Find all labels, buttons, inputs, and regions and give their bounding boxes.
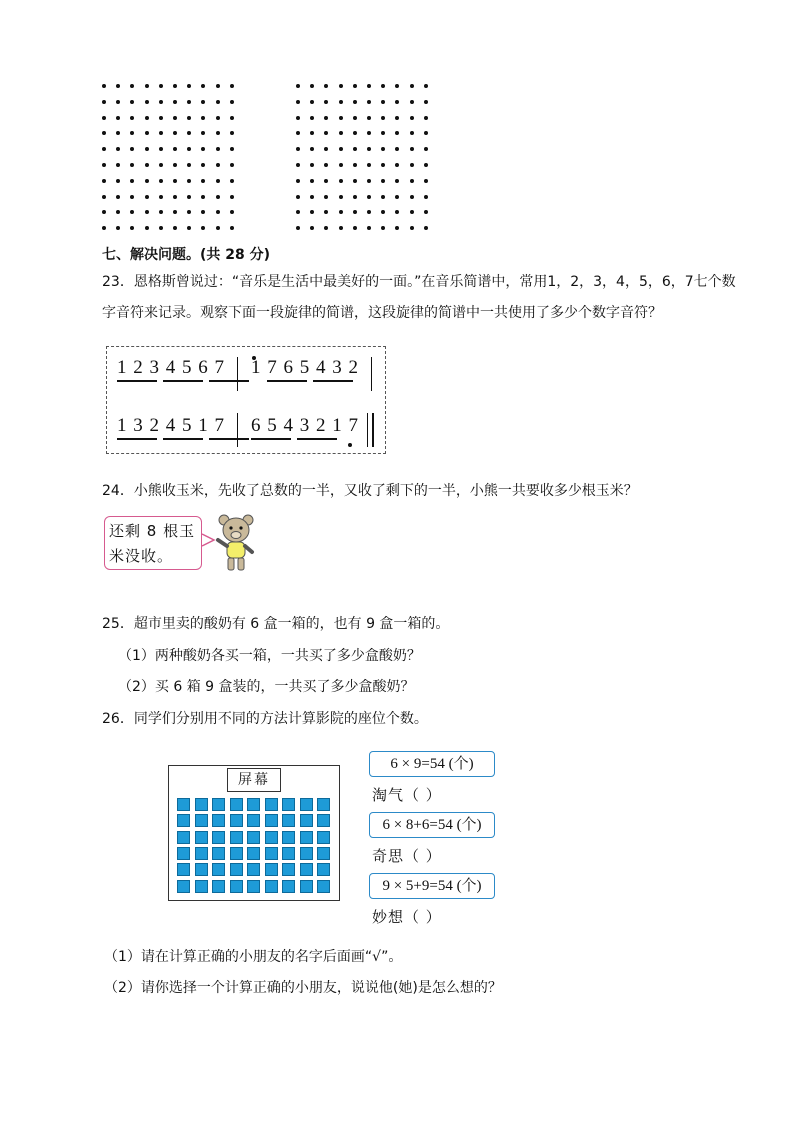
dot-grid-right <box>296 84 426 232</box>
seat <box>282 863 295 876</box>
score-row1-bar1: 1 2 3 4 5 6 7 <box>117 357 225 378</box>
grid-dot <box>310 179 314 183</box>
grid-dot <box>130 131 134 135</box>
bear-icon <box>214 512 258 574</box>
grid-dot <box>187 116 191 120</box>
grid-dot <box>296 226 300 230</box>
seat <box>195 831 208 844</box>
q25-sub1: （1）两种酸奶各买一箱，一共买了多少盒酸奶？ <box>118 648 421 664</box>
grid-dot <box>324 100 328 104</box>
seat <box>282 831 295 844</box>
grid-dot <box>216 163 220 167</box>
calc-name-1: 淘气（ ） <box>372 786 442 804</box>
grid-dot <box>130 226 134 230</box>
grid-dot <box>353 147 357 151</box>
seat <box>265 863 278 876</box>
cinema-seating-diagram <box>168 765 340 901</box>
grid-dot <box>381 147 385 151</box>
seat <box>230 814 243 827</box>
seat <box>317 831 330 844</box>
grid-dot <box>367 84 371 88</box>
grid-dot <box>230 131 234 135</box>
grid-dot <box>159 163 163 167</box>
grid-dot <box>395 163 399 167</box>
seat <box>247 863 260 876</box>
grid-dot <box>102 163 106 167</box>
seat <box>212 847 225 860</box>
grid-dot <box>324 84 328 88</box>
grid-dot <box>130 163 134 167</box>
grid-dot <box>173 116 177 120</box>
grid-dot <box>130 147 134 151</box>
grid-dot <box>324 131 328 135</box>
grid-dot <box>187 131 191 135</box>
seat <box>177 814 190 827</box>
grid-dot <box>159 100 163 104</box>
grid-dot <box>159 210 163 214</box>
seat <box>177 863 190 876</box>
seat <box>317 798 330 811</box>
grid-dot <box>145 100 149 104</box>
grid-dot <box>296 163 300 167</box>
grid-dot <box>173 210 177 214</box>
grid-dot <box>201 100 205 104</box>
seat <box>317 880 330 893</box>
grid-dot <box>424 84 428 88</box>
grid-dot <box>410 147 414 151</box>
seat <box>300 863 313 876</box>
grid-dot <box>324 179 328 183</box>
grid-dot <box>310 100 314 104</box>
grid-dot <box>173 195 177 199</box>
grid-dot <box>324 116 328 120</box>
grid-dot <box>187 226 191 230</box>
grid-dot <box>395 100 399 104</box>
grid-dot <box>395 84 399 88</box>
score-row1-bar2: 1 7 6 5 4 3 2 <box>251 357 359 378</box>
grid-dot <box>159 116 163 120</box>
grid-dot <box>296 210 300 214</box>
seat <box>212 831 225 844</box>
grid-dot <box>159 195 163 199</box>
grid-dot <box>310 84 314 88</box>
q25-sub2: （2）买 6 箱 9 盒装的，一共买了多少盒酸奶？ <box>118 679 415 695</box>
grid-dot <box>173 100 177 104</box>
grid-dot <box>145 116 149 120</box>
grid-dot <box>173 179 177 183</box>
grid-dot <box>216 84 220 88</box>
grid-dot <box>130 195 134 199</box>
grid-dot <box>116 179 120 183</box>
grid-dot <box>367 210 371 214</box>
seat <box>282 847 295 860</box>
grid-dot <box>339 131 343 135</box>
seat <box>195 847 208 860</box>
grid-dot <box>381 116 385 120</box>
grid-dot <box>159 131 163 135</box>
grid-dot <box>353 116 357 120</box>
grid-dot <box>353 179 357 183</box>
grid-dot <box>201 163 205 167</box>
grid-dot <box>353 84 357 88</box>
grid-dot <box>102 84 106 88</box>
grid-dot <box>145 210 149 214</box>
grid-dot <box>367 195 371 199</box>
grid-dot <box>116 84 120 88</box>
grid-dot <box>230 147 234 151</box>
grid-dot <box>130 210 134 214</box>
seat <box>230 847 243 860</box>
grid-dot <box>381 100 385 104</box>
grid-dot <box>424 131 428 135</box>
grid-dot <box>201 116 205 120</box>
grid-dot <box>216 210 220 214</box>
grid-dot <box>187 210 191 214</box>
score-row2-bar1: 1 3 2 4 5 1 7 <box>117 415 225 436</box>
grid-dot <box>102 116 106 120</box>
grid-dot <box>145 195 149 199</box>
seat <box>300 831 313 844</box>
score-row2-bar2: 6 5 4 3 2 1 7 <box>251 415 359 436</box>
grid-dot <box>201 84 205 88</box>
grid-dot <box>187 100 191 104</box>
grid-dot <box>410 163 414 167</box>
grid-dot <box>353 100 357 104</box>
seat <box>195 814 208 827</box>
grid-dot <box>424 147 428 151</box>
grid-dot <box>395 147 399 151</box>
calc-formula-2: 6 × 8+6=54 (个) <box>369 812 495 838</box>
grid-dot <box>201 210 205 214</box>
grid-dot <box>216 195 220 199</box>
seat <box>317 814 330 827</box>
grid-dot <box>395 179 399 183</box>
grid-dot <box>201 147 205 151</box>
q26-sub1: （1）请在计算正确的小朋友的名字后面画“√”。 <box>104 949 403 965</box>
grid-dot <box>353 210 357 214</box>
seat <box>247 798 260 811</box>
seat <box>265 880 278 893</box>
grid-dot <box>116 100 120 104</box>
grid-dot <box>216 116 220 120</box>
bubble-line1: 还剩 8 根玉 <box>109 522 196 540</box>
grid-dot <box>367 226 371 230</box>
music-score <box>106 346 386 454</box>
grid-dot <box>130 84 134 88</box>
grid-dot <box>145 147 149 151</box>
grid-dot <box>159 84 163 88</box>
grid-dot <box>130 179 134 183</box>
seat <box>177 798 190 811</box>
grid-dot <box>310 163 314 167</box>
grid-dot <box>381 84 385 88</box>
grid-dot <box>324 210 328 214</box>
grid-dot <box>173 131 177 135</box>
grid-dot <box>201 131 205 135</box>
grid-dot <box>145 84 149 88</box>
grid-dot <box>201 179 205 183</box>
q24-text: 24．小熊收玉米，先收了总数的一半，又收了剩下的一半，小熊一共要收多少根玉米？ <box>102 483 638 499</box>
seat <box>177 831 190 844</box>
grid-dot <box>159 147 163 151</box>
grid-dot <box>116 147 120 151</box>
seat <box>177 880 190 893</box>
grid-dot <box>339 210 343 214</box>
grid-dot <box>324 226 328 230</box>
grid-dot <box>116 116 120 120</box>
grid-dot <box>201 226 205 230</box>
grid-dot <box>102 210 106 214</box>
bubble-line2: 米没收。 <box>109 547 174 565</box>
grid-dot <box>310 131 314 135</box>
grid-dot <box>310 116 314 120</box>
grid-dot <box>296 100 300 104</box>
seat <box>230 863 243 876</box>
q23-text-line1: 23．恩格斯曾说过：“音乐是生活中最美好的一面。”在音乐简谱中，常用1，2，3，4，5，6，7七个数 <box>102 274 736 290</box>
grid-dot <box>173 147 177 151</box>
grid-dot <box>230 195 234 199</box>
grid-dot <box>130 116 134 120</box>
grid-dot <box>410 131 414 135</box>
grid-dot <box>395 116 399 120</box>
grid-dot <box>310 195 314 199</box>
grid-dot <box>395 226 399 230</box>
seat <box>247 880 260 893</box>
grid-dot <box>102 195 106 199</box>
grid-dot <box>230 116 234 120</box>
grid-dot <box>145 131 149 135</box>
grid-dot <box>410 226 414 230</box>
seat <box>230 798 243 811</box>
seat <box>230 831 243 844</box>
grid-dot <box>367 131 371 135</box>
grid-dot <box>424 163 428 167</box>
grid-dot <box>187 163 191 167</box>
grid-dot <box>230 163 234 167</box>
seat <box>317 847 330 860</box>
grid-dot <box>173 84 177 88</box>
calc-name-3: 妙想（ ） <box>372 908 442 926</box>
seat <box>247 814 260 827</box>
seat <box>300 798 313 811</box>
grid-dot <box>339 147 343 151</box>
seat <box>177 847 190 860</box>
grid-dot <box>410 210 414 214</box>
grid-dot <box>173 163 177 167</box>
grid-dot <box>424 226 428 230</box>
grid-dot <box>173 226 177 230</box>
grid-dot <box>216 147 220 151</box>
grid-dot <box>367 116 371 120</box>
grid-dot <box>116 131 120 135</box>
grid-dot <box>424 116 428 120</box>
grid-dot <box>296 195 300 199</box>
grid-dot <box>201 195 205 199</box>
seat <box>212 814 225 827</box>
grid-dot <box>424 100 428 104</box>
grid-dot <box>296 84 300 88</box>
grid-dot <box>230 100 234 104</box>
section-title: 七、解决问题。(共 28 分) <box>102 247 271 263</box>
grid-dot <box>339 226 343 230</box>
grid-dot <box>339 116 343 120</box>
grid-dot <box>216 179 220 183</box>
grid-dot <box>367 163 371 167</box>
seat <box>195 863 208 876</box>
grid-dot <box>145 226 149 230</box>
grid-dot <box>216 131 220 135</box>
grid-dot <box>187 195 191 199</box>
seat <box>247 847 260 860</box>
q23-text-line2: 字音符来记录。观察下面一段旋律的简谱，这段旋律的简谱中一共使用了多少个数字音符？ <box>102 305 662 321</box>
calc-name-2: 奇思（ ） <box>372 847 442 865</box>
grid-dot <box>187 179 191 183</box>
grid-dot <box>310 226 314 230</box>
speech-bubble <box>104 516 202 570</box>
calc-formula-1: 6 × 9=54 (个) <box>369 751 495 777</box>
grid-dot <box>367 100 371 104</box>
grid-dot <box>410 116 414 120</box>
grid-dot <box>102 100 106 104</box>
grid-dot <box>424 210 428 214</box>
grid-dot <box>296 131 300 135</box>
grid-dot <box>395 195 399 199</box>
grid-dot <box>230 179 234 183</box>
seat <box>265 847 278 860</box>
grid-dot <box>410 179 414 183</box>
seat <box>282 814 295 827</box>
grid-dot <box>381 131 385 135</box>
seat <box>195 798 208 811</box>
seat <box>212 798 225 811</box>
grid-dot <box>339 163 343 167</box>
seat <box>265 814 278 827</box>
grid-dot <box>381 226 385 230</box>
grid-dot <box>339 84 343 88</box>
grid-dot <box>339 100 343 104</box>
grid-dot <box>324 195 328 199</box>
grid-dot <box>339 179 343 183</box>
grid-dot <box>216 226 220 230</box>
grid-dot <box>381 179 385 183</box>
seat <box>212 880 225 893</box>
grid-dot <box>116 195 120 199</box>
seat <box>195 880 208 893</box>
calc-formula-3: 9 × 5+9=54 (个) <box>369 873 495 899</box>
grid-dot <box>424 195 428 199</box>
grid-dot <box>145 163 149 167</box>
grid-dot <box>381 210 385 214</box>
grid-dot <box>116 163 120 167</box>
grid-dot <box>353 163 357 167</box>
seat <box>300 847 313 860</box>
grid-dot <box>410 100 414 104</box>
grid-dot <box>410 84 414 88</box>
q26-sub2: （2）请你选择一个计算正确的小朋友，说说他(她)是怎么想的？ <box>104 980 502 996</box>
grid-dot <box>395 131 399 135</box>
grid-dot <box>381 163 385 167</box>
grid-dot <box>187 147 191 151</box>
grid-dot <box>310 147 314 151</box>
grid-dot <box>187 84 191 88</box>
seat <box>265 798 278 811</box>
grid-dot <box>102 226 106 230</box>
seat <box>212 863 225 876</box>
grid-dot <box>424 179 428 183</box>
seat <box>317 863 330 876</box>
grid-dot <box>145 179 149 183</box>
grid-dot <box>102 131 106 135</box>
screen-label: 屏幕 <box>227 768 281 792</box>
grid-dot <box>116 210 120 214</box>
seat <box>230 880 243 893</box>
grid-dot <box>339 195 343 199</box>
grid-dot <box>116 226 120 230</box>
grid-dot <box>296 116 300 120</box>
grid-dot <box>353 226 357 230</box>
grid-dot <box>410 195 414 199</box>
grid-dot <box>230 226 234 230</box>
grid-dot <box>296 179 300 183</box>
seat <box>265 831 278 844</box>
grid-dot <box>310 210 314 214</box>
seat <box>300 880 313 893</box>
grid-dot <box>159 226 163 230</box>
grid-dot <box>159 179 163 183</box>
seat <box>247 831 260 844</box>
bubble-tail <box>196 530 216 550</box>
seat <box>282 880 295 893</box>
grid-dot <box>324 147 328 151</box>
grid-dot <box>230 210 234 214</box>
grid-dot <box>353 195 357 199</box>
grid-dot <box>130 100 134 104</box>
grid-dot <box>230 84 234 88</box>
q26-text: 26．同学们分别用不同的方法计算影院的座位个数。 <box>102 711 428 727</box>
q25-text: 25．超市里卖的酸奶有 6 盒一箱的，也有 9 盒一箱的。 <box>102 616 450 632</box>
grid-dot <box>102 147 106 151</box>
grid-dot <box>367 179 371 183</box>
grid-dot <box>367 147 371 151</box>
grid-dot <box>381 195 385 199</box>
seat <box>282 798 295 811</box>
grid-dot <box>296 147 300 151</box>
dot-grid-left <box>102 84 232 232</box>
grid-dot <box>395 210 399 214</box>
grid-dot <box>324 163 328 167</box>
grid-dot <box>353 131 357 135</box>
seat <box>300 814 313 827</box>
grid-dot <box>102 179 106 183</box>
grid-dot <box>216 100 220 104</box>
